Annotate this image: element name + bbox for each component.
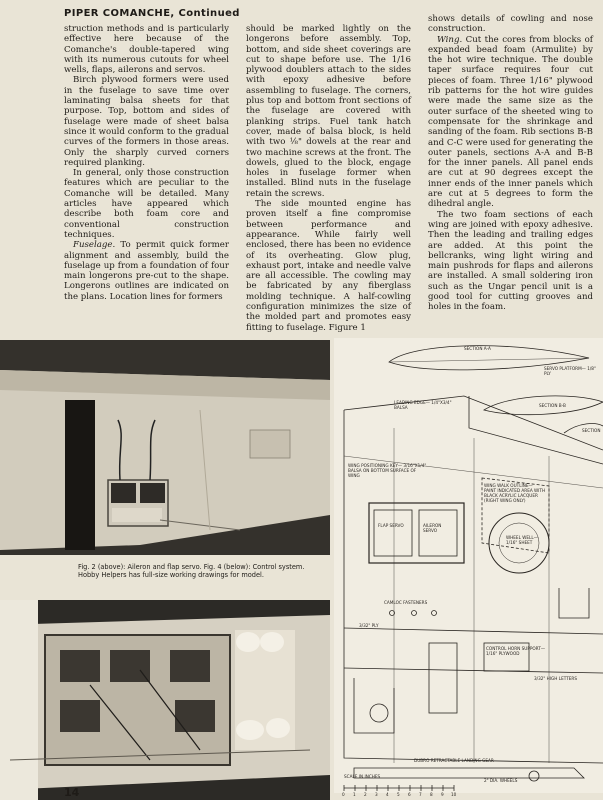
scale-number: 5 bbox=[397, 792, 400, 797]
photo-control-system bbox=[0, 600, 330, 800]
paragraph-wing bbox=[428, 35, 593, 210]
text-column-1 bbox=[64, 24, 229, 302]
photo-illustration bbox=[0, 600, 330, 800]
label-ply: 3/32" PLY bbox=[359, 623, 379, 628]
scale-number: 1 bbox=[353, 792, 356, 797]
label-high-letters: 3/32" HIGH LETTERS bbox=[534, 676, 578, 681]
label-servo-platform: SERVO PLATFORM— 1/8" PLY bbox=[544, 366, 596, 376]
scale-number: 7 bbox=[419, 792, 422, 797]
figure-caption: Fig. 2 (above): Aileron and flap servo. Fig. 4 (below): Control system. Hobby Helpers has full-size working drawings for model. bbox=[78, 563, 305, 580]
paragraph-text: To permit quick former alignment and assembly, build the fuselage up from a foundation of four main longerons pre-cut to the shape. Longerons outlines are indicated on the plans. Location lines for formers bbox=[64, 240, 229, 302]
label-wing-walk: WING WALK OUTLINE— PAINT INDICATED AREA WITH BLACK ACRYLIC LACQUER (RIGHT WING ONLY) bbox=[484, 483, 546, 503]
paragraph: Birch plywood formers were used in the fuselage to save time over laminating balsa sheets for that purpose. Top, bottom and sides of fuselage were made of sheet balsa since it would conform to the gradual curves of the formers in those areas. Only the sharply curved corners required planking. bbox=[64, 75, 229, 168]
label-scale: SCALE IN INCHES bbox=[344, 774, 381, 779]
label-wheel-well: WHEEL WELL— 1/16" SHEET bbox=[506, 535, 538, 545]
scale-number: 4 bbox=[386, 792, 389, 797]
scale-number: 3 bbox=[375, 792, 378, 797]
text-column-3 bbox=[428, 14, 593, 313]
label-control-horn: CONTROL HORN SUPPORT— 1/16" PLYWOOD bbox=[486, 646, 546, 656]
scale-number: 0 bbox=[342, 792, 345, 797]
label-retractable-gear: DUBRO RETRACTABLE LANDING GEAR bbox=[414, 758, 494, 763]
scale-number: 8 bbox=[430, 792, 433, 797]
paragraph: should be marked lightly on the longerons before assembly. Top, bottom, and side sheet coverings are cut to shape before use. The 1/16 plywood doublers attach to the sides with epoxy adhesive before assembling to fuselage. The corners, plus top and bottom front sections of the fuselage are covered with planking strips. Fuel tank hatch cover, made of balsa block, is held with two ⅛" dowels at the rear and two machine screws at the front. The dowels, glued to the block, engage holes in fuselage former when installed. Blind nuts in the fuselage retain the screws. bbox=[246, 24, 411, 199]
label-wing-key: WING POSITIONING KEY— 3/16"X1/4" BALSA ON BOTTOM SURFACE OF WING bbox=[348, 463, 427, 478]
running-title: PIPER COMANCHE, Continued bbox=[64, 8, 240, 19]
scale-number: 9 bbox=[441, 792, 444, 797]
scale-number: 6 bbox=[408, 792, 411, 797]
paragraph: The side mounted engine has proven itself a fine compromise between performance and appearance. While fairly well enclosed, there has been no evidence of its overheating. Glow plug, exhaust port, intake and needle valve are all accessible. The cowling may be fabricated by any fiberglass molding technique. A half-cowling configuration minimizes the size of the molded part and promotes easy fitting to fuselage. Figure 1 bbox=[246, 199, 411, 333]
plan-drawing bbox=[334, 338, 603, 797]
label-camloc: CAMLOC FASTENERS bbox=[384, 600, 428, 605]
photo-illustration bbox=[0, 340, 330, 555]
label-wheels: 2" DIA. WHEELS bbox=[484, 778, 518, 783]
paragraph: The two foam sections of each wing are joined with epoxy adhesive. Then the leading and trailing edges are added. At this point the bellcranks, wing light wiring and main pushrods for flaps and ailerons are installed. A small soldering iron such as the Ungar pencil unit is a good tool for cutting grooves and holes in the foam. bbox=[428, 209, 593, 313]
paragraph-text: Cut the cores from blocks of expanded bead foam (Armulite) by the hot wire technique. The double taper surface requires four cut pieces of foam. Three 1/16" plywood rib patterns for the hot wire guides were made the same size as the outer surface of the sheeted wing to compensate for the shrinkage and sanding of the foam. Rib sections B-B and C-C were used for generating the outer panels, sections A-A and B-B for the inner panels. All panel ends are cut at 90 degrees except the inner ends of the inner panels which are cut at 5 degrees to form the dihedral angle. bbox=[428, 34, 593, 210]
scale-number: 10 bbox=[451, 792, 457, 797]
section-lead-fuselage: Fuselage. bbox=[73, 240, 116, 251]
text-column-2 bbox=[246, 24, 411, 333]
label-section-bb: SECTION B-B bbox=[539, 403, 566, 408]
page-number: 14 bbox=[64, 786, 80, 799]
section-lead-wing: Wing. bbox=[437, 34, 463, 45]
paragraph: In general, only those construction features which are peculiar to the Comanche will be detailed. Many articles have appeared which describe both foam core and conventional construction techniques. bbox=[64, 168, 229, 240]
scale-number: 2 bbox=[364, 792, 367, 797]
label-flap-servo: FLAP SERVO bbox=[378, 523, 404, 528]
label-section-aa: SECTION A-A bbox=[464, 346, 491, 351]
paragraph-fuselage bbox=[64, 240, 229, 302]
photo-aileron-flap-servo bbox=[0, 340, 330, 555]
paragraph: shows details of cowling and nose construction. bbox=[428, 14, 593, 35]
label-section-c: SECTION bbox=[582, 428, 601, 433]
paragraph: struction methods and is particularly effective here because of the Comanche's double-tapered wing with its numerous cutouts for wheel wells, flaps, ailerons and servos. bbox=[64, 24, 229, 76]
label-leading-edge: LEADING EDGE— 1/4"X3/4" BALSA bbox=[394, 400, 452, 410]
label-aileron-servo: AILERON SERVO bbox=[423, 523, 442, 533]
